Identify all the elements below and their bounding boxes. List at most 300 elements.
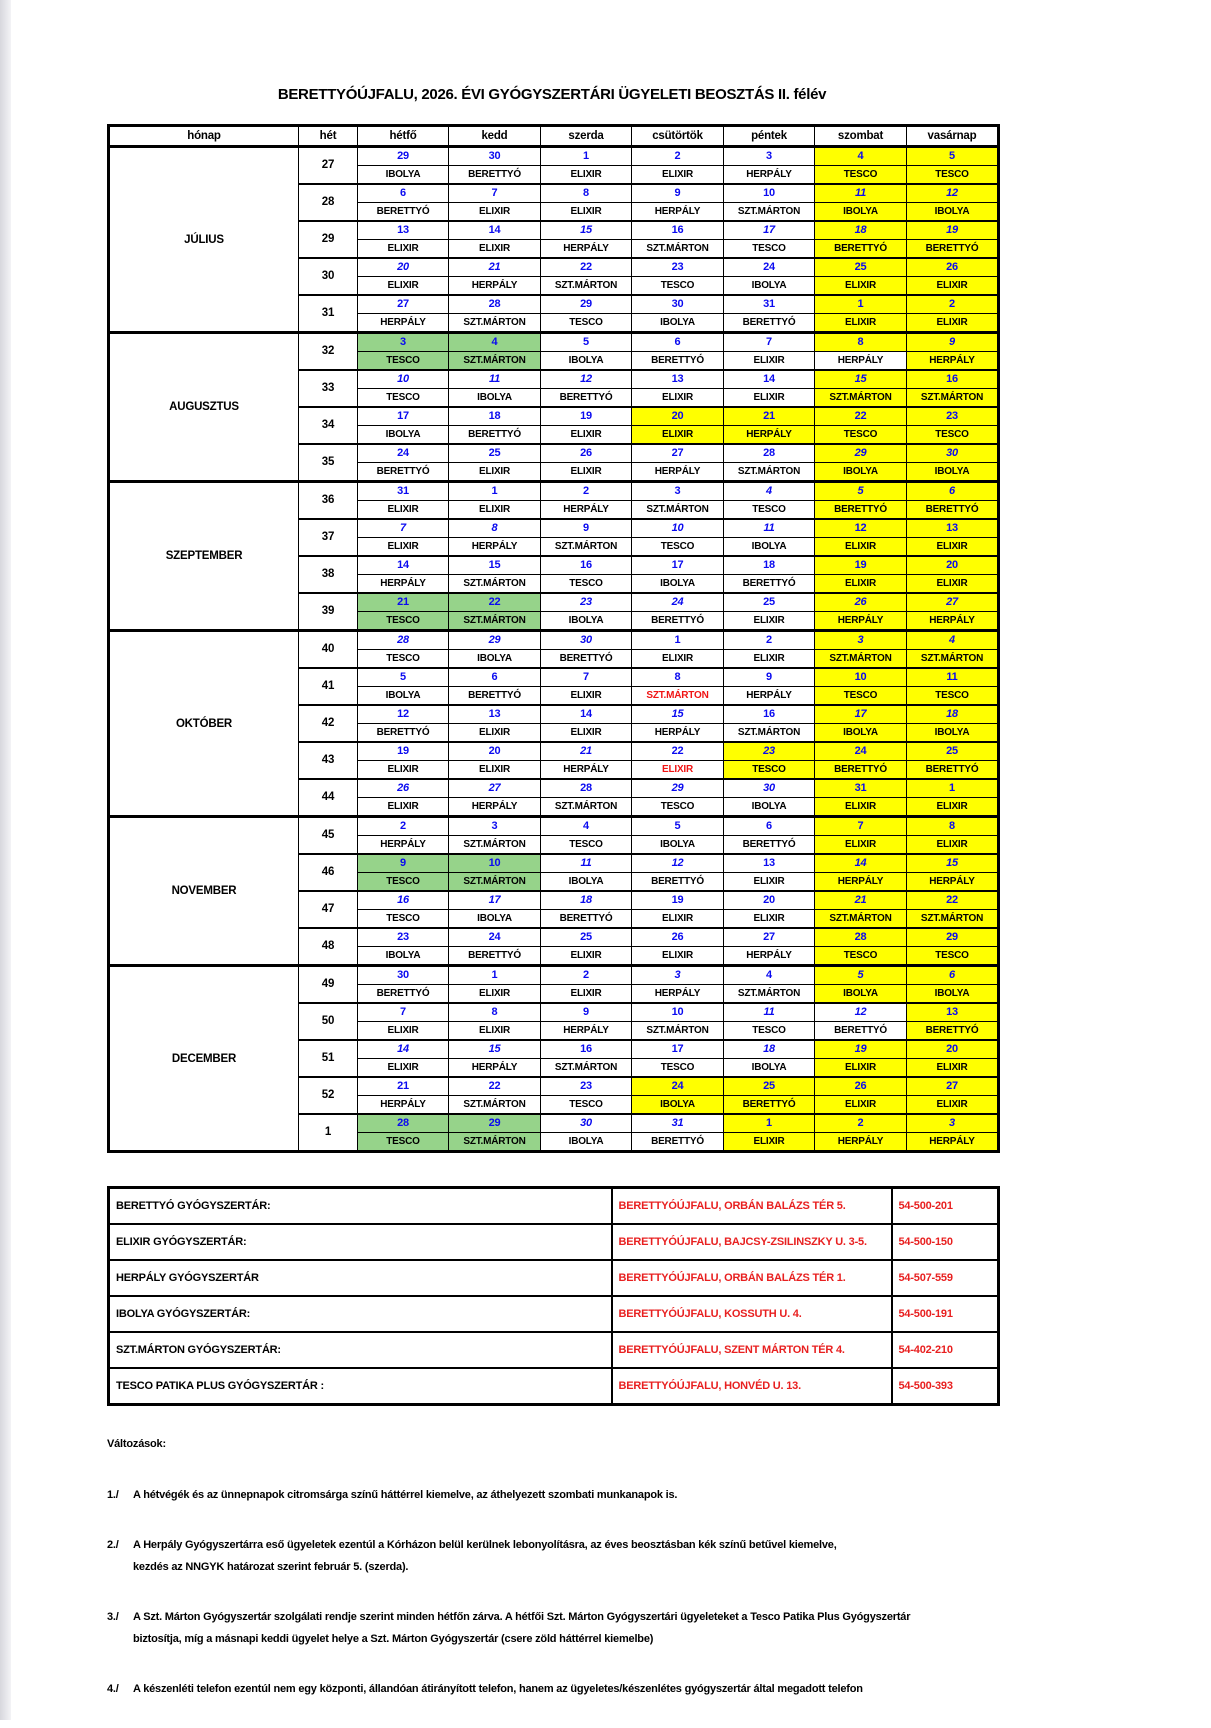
pharmacy-address-cell: BERETTYÓÚJFALU, SZENT MÁRTON TÉR 4. [612,1332,892,1368]
col-header-thursday: csütörtök [632,126,724,147]
pharmacy-cell: ELIXIR [358,798,449,817]
pharmacy-cell: HERPÁLY [541,761,632,780]
note-line: A hétvégék és az ünnepnapok citromsárga színű háttérrel kiemelve, az áthelyezett szombati munkanapok is. [133,1489,678,1501]
pharmacy-cell: SZT.MÁRTON [907,389,999,408]
date-cell: 21 [358,593,449,612]
date-cell: 3 [907,1114,999,1133]
pharmacy-cell: ELIXIR [541,426,632,445]
date-cell: 24 [815,742,907,761]
week-number-cell: 28 [299,184,358,221]
date-cell: 3 [632,482,724,501]
date-cell: 17 [632,1040,724,1059]
pharmacy-directory [107,1186,1000,1406]
date-cell: 13 [449,705,541,724]
date-cell: 28 [541,779,632,798]
pharmacy-name-cell: ELIXIR GYÓGYSZERTÁR: [109,1224,612,1260]
pharmacy-cell: ELIXIR [815,575,907,594]
pharmacy-cell: HERPÁLY [541,501,632,520]
month-cell-október: OKTÓBER [109,631,299,817]
date-cell: 10 [632,519,724,538]
pharmacy-cell: HERPÁLY [724,426,815,445]
pharmacy-cell: ELIXIR [449,724,541,743]
pharmacy-cell: SZT.MÁRTON [449,612,541,631]
date-cell: 15 [632,705,724,724]
date-cell: 28 [358,1114,449,1133]
pharmacy-cell: ELIXIR [358,1059,449,1078]
note-text [133,1678,1167,1700]
date-cell: 23 [632,258,724,277]
note-line: A Herpály Gyógyszertárra eső ügyeletek ezentúl a Kórházon belül kerülnek lebonyolításra, az éves beosztásban kék színű betűvel kiemelve, [133,1539,837,1551]
date-cell: 30 [724,779,815,798]
date-cell: 23 [907,407,999,426]
date-cell: 12 [815,519,907,538]
header-row [109,126,999,147]
pharmacy-cell: TESCO [815,166,907,185]
pharmacy-cell: ELIXIR [541,724,632,743]
pharmacy-cell: TESCO [358,873,449,892]
date-cell: 11 [724,519,815,538]
pharmacy-cell: IBOLYA [724,1059,815,1078]
date-cell: 13 [358,221,449,240]
date-cell: 28 [815,928,907,947]
pharmacy-phone-cell: 54-500-393 [892,1368,999,1405]
pharmacy-cell: IBOLYA [358,687,449,706]
pharmacy-cell: BERETTYÓ [541,389,632,408]
pharmacy-cell: BERETTYÓ [907,761,999,780]
date-cell: 18 [907,705,999,724]
date-cell: 31 [724,295,815,314]
note-text [133,1606,1167,1650]
pharmacy-cell: HERPÁLY [815,873,907,892]
date-cell: 19 [358,742,449,761]
pharmacy-cell: TESCO [815,687,907,706]
pharmacy-cell: HERPÁLY [358,575,449,594]
pharmacy-cell: ELIXIR [541,166,632,185]
pharmacy-cell: BERETTYÓ [632,352,724,371]
date-cell: 20 [724,891,815,910]
date-cell: 22 [907,891,999,910]
pharmacy-cell: TESCO [632,538,724,557]
date-cell: 18 [449,407,541,426]
date-cell: 24 [632,593,724,612]
note-item [107,1678,1167,1700]
pharmacy-cell: BERETTYÓ [724,575,815,594]
pharmacy-cell: TESCO [724,240,815,259]
date-cell: 2 [358,817,449,836]
week-number-cell: 35 [299,444,358,482]
pharmacy-cell: TESCO [358,1133,449,1152]
pharmacy-cell: ELIXIR [358,277,449,296]
pharmacy-name-cell: HERPÁLY GYÓGYSZERTÁR [109,1260,612,1296]
pharmacy-cell: BERETTYÓ [907,1022,999,1041]
week-number-cell: 33 [299,370,358,407]
date-cell: 21 [541,742,632,761]
pharmacy-cell: IBOLYA [358,426,449,445]
pharmacy-cell: IBOLYA [907,463,999,482]
date-cell: 19 [541,407,632,426]
week-number-cell: 29 [299,221,358,258]
date-cell: 15 [541,221,632,240]
pharmacy-cell: SZT.MÁRTON [449,314,541,333]
date-cell: 4 [815,147,907,166]
month-cell-július: JÚLIUS [109,147,299,333]
week-45-date-row [109,817,999,836]
pharmacy-cell: SZT.MÁRTON [724,724,815,743]
date-cell: 28 [358,631,449,650]
pharmacy-cell: TESCO [907,687,999,706]
date-cell: 10 [449,854,541,873]
note-line: A Szt. Márton Gyógyszertár szolgálati rendje szerint minden hétfőn zárva. A hétfői Szt. Márton Gyógyszertári ügyeleteket a Tesco Patika Plus Gyógyszertár [133,1611,911,1623]
week-number-cell: 30 [299,258,358,295]
pharmacy-cell: ELIXIR [815,538,907,557]
date-cell: 23 [358,928,449,947]
pharmacy-phone-cell: 54-507-559 [892,1260,999,1296]
week-number-cell: 37 [299,519,358,556]
date-cell: 7 [449,184,541,203]
date-cell: 11 [907,668,999,687]
date-cell: 6 [907,482,999,501]
date-cell: 23 [541,593,632,612]
pharmacy-address-cell: BERETTYÓÚJFALU, ORBÁN BALÁZS TÉR 5. [612,1188,892,1225]
note-line: biztosítja, míg a másnapi keddi ügyelet helye a Szt. Márton Gyógyszertár (csere zöld háttérrel kiemelbe) [133,1633,654,1645]
date-cell: 23 [724,742,815,761]
page-edge-shadow [0,0,11,1720]
pharmacy-cell: IBOLYA [632,1096,724,1115]
col-header-sunday: vasárnap [907,126,999,147]
date-cell: 5 [632,817,724,836]
pharmacy-cell: ELIXIR [541,687,632,706]
pharmacy-cell: IBOLYA [815,724,907,743]
date-cell: 29 [449,1114,541,1133]
pharmacy-cell: TESCO [632,277,724,296]
pharmacy-phone-cell: 54-402-210 [892,1332,999,1368]
pharmacy-row [109,1368,999,1405]
pharmacy-row [109,1296,999,1332]
pharmacy-row [109,1260,999,1296]
date-cell: 9 [541,1003,632,1022]
date-cell: 11 [815,184,907,203]
week-number-cell: 51 [299,1040,358,1077]
date-cell: 26 [815,1077,907,1096]
date-cell: 30 [358,966,449,985]
month-cell-augusztus: AUGUSZTUS [109,333,299,482]
date-cell: 15 [815,370,907,389]
week-number-cell: 1 [299,1114,358,1152]
date-cell: 4 [449,333,541,352]
date-cell: 20 [449,742,541,761]
date-cell: 21 [449,258,541,277]
date-cell: 2 [724,631,815,650]
pharmacy-cell: TESCO [632,798,724,817]
pharmacy-cell: TESCO [541,575,632,594]
pharmacy-cell: HERPÁLY [358,1096,449,1115]
pharmacy-row [109,1224,999,1260]
pharmacy-cell: ELIXIR [541,985,632,1004]
pharmacy-cell: ELIXIR [815,798,907,817]
pharmacy-cell: IBOLYA [907,724,999,743]
pharmacy-cell: SZT.MÁRTON [815,389,907,408]
date-cell: 1 [815,295,907,314]
date-cell: 14 [449,221,541,240]
pharmacy-cell: HERPÁLY [632,724,724,743]
date-cell: 25 [724,593,815,612]
date-cell: 11 [541,854,632,873]
date-cell: 26 [815,593,907,612]
pharmacy-cell: SZT.MÁRTON [815,910,907,929]
date-cell: 25 [541,928,632,947]
date-cell: 22 [449,1077,541,1096]
pharmacy-cell: BERETTYÓ [449,166,541,185]
pharmacy-cell: SZT.MÁRTON [632,501,724,520]
date-cell: 6 [907,966,999,985]
date-cell: 12 [358,705,449,724]
date-cell: 1 [632,631,724,650]
duty-schedule-table [107,124,1000,1153]
date-cell: 23 [541,1077,632,1096]
pharmacy-cell: HERPÁLY [815,352,907,371]
date-cell: 7 [815,817,907,836]
date-cell: 13 [907,1003,999,1022]
pharmacy-cell: ELIXIR [724,873,815,892]
date-cell: 13 [907,519,999,538]
date-cell: 27 [907,593,999,612]
pharmacy-cell: HERPÁLY [815,1133,907,1152]
date-cell: 4 [724,966,815,985]
date-cell: 29 [358,147,449,166]
date-cell: 6 [632,333,724,352]
pharmacy-cell: SZT.MÁRTON [449,873,541,892]
pharmacy-cell: HERPÁLY [724,687,815,706]
date-cell: 30 [907,444,999,463]
week-number-cell: 47 [299,891,358,928]
date-cell: 16 [724,705,815,724]
date-cell: 20 [907,556,999,575]
date-cell: 10 [358,370,449,389]
date-cell: 31 [358,482,449,501]
week-number-cell: 36 [299,482,358,520]
date-cell: 25 [907,742,999,761]
pharmacy-cell: HERPÁLY [358,836,449,855]
note-item [107,1484,1167,1506]
pharmacy-phone-cell: 54-500-191 [892,1296,999,1332]
date-cell: 5 [907,147,999,166]
date-cell: 16 [541,1040,632,1059]
date-cell: 5 [815,482,907,501]
date-cell: 22 [632,742,724,761]
date-cell: 12 [632,854,724,873]
date-cell: 3 [815,631,907,650]
date-cell: 17 [724,221,815,240]
month-cell-december: DECEMBER [109,966,299,1152]
date-cell: 24 [449,928,541,947]
pharmacy-row [109,1332,999,1368]
date-cell: 27 [907,1077,999,1096]
pharmacy-cell: SZT.MÁRTON [724,203,815,222]
pharmacy-cell: TESCO [358,650,449,669]
pharmacy-cell: SZT.MÁRTON [449,352,541,371]
pharmacy-cell: ELIXIR [449,1022,541,1041]
pharmacy-cell: BERETTYÓ [632,612,724,631]
pharmacy-cell: BERETTYÓ [907,501,999,520]
pharmacy-cell: BERETTYÓ [358,463,449,482]
date-cell: 20 [358,258,449,277]
pharmacy-cell: SZT.MÁRTON [632,1022,724,1041]
pharmacy-cell: IBOLYA [907,203,999,222]
pharmacy-cell: BERETTYÓ [907,240,999,259]
date-cell: 6 [358,184,449,203]
date-cell: 6 [449,668,541,687]
date-cell: 29 [632,779,724,798]
date-cell: 7 [541,668,632,687]
date-cell: 16 [907,370,999,389]
pharmacy-cell: IBOLYA [541,1133,632,1152]
pharmacy-directory-table [107,1186,1000,1406]
pharmacy-cell: ELIXIR [907,1096,999,1115]
week-number-cell: 38 [299,556,358,593]
pharmacy-cell: SZT.MÁRTON [449,575,541,594]
pharmacy-cell: TESCO [724,501,815,520]
date-cell: 24 [358,444,449,463]
col-header-wednesday: szerda [541,126,632,147]
pharmacy-cell: ELIXIR [358,240,449,259]
pharmacy-cell: IBOLYA [541,352,632,371]
pharmacy-cell: ELIXIR [632,761,724,780]
date-cell: 22 [541,258,632,277]
week-number-cell: 39 [299,593,358,631]
date-cell: 27 [358,295,449,314]
pharmacy-cell: ELIXIR [815,836,907,855]
pharmacy-cell: TESCO [907,947,999,966]
pharmacy-cell: HERPÁLY [358,314,449,333]
date-cell: 8 [907,817,999,836]
date-cell: 10 [724,184,815,203]
date-cell: 19 [907,221,999,240]
week-number-cell: 34 [299,407,358,444]
date-cell: 16 [358,891,449,910]
pharmacy-cell: ELIXIR [724,612,815,631]
date-cell: 31 [815,779,907,798]
date-cell: 30 [541,631,632,650]
pharmacy-name-cell: SZT.MÁRTON GYÓGYSZERTÁR: [109,1332,612,1368]
date-cell: 7 [358,519,449,538]
pharmacy-cell: HERPÁLY [541,1022,632,1041]
pharmacy-cell: SZT.MÁRTON [632,687,724,706]
pharmacy-cell: HERPÁLY [632,203,724,222]
week-32-date-row [109,333,999,352]
pharmacy-cell: TESCO [724,761,815,780]
pharmacy-cell: SZT.MÁRTON [815,650,907,669]
date-cell: 26 [907,258,999,277]
pharmacy-cell: TESCO [724,1022,815,1041]
date-cell: 8 [541,184,632,203]
pharmacy-cell: IBOLYA [815,203,907,222]
month-cell-november: NOVEMBER [109,817,299,966]
pharmacy-address-cell: BERETTYÓÚJFALU, ORBÁN BALÁZS TÉR 1. [612,1260,892,1296]
week-number-cell: 50 [299,1003,358,1040]
date-cell: 19 [815,556,907,575]
pharmacy-cell: BERETTYÓ [358,985,449,1004]
date-cell: 12 [907,184,999,203]
date-cell: 20 [632,407,724,426]
date-cell: 2 [815,1114,907,1133]
pharmacy-cell: ELIXIR [907,314,999,333]
date-cell: 3 [724,147,815,166]
pharmacy-cell: ELIXIR [907,1059,999,1078]
date-cell: 9 [632,184,724,203]
pharmacy-cell: TESCO [358,389,449,408]
pharmacy-cell: SZT.MÁRTON [541,1059,632,1078]
date-cell: 16 [632,221,724,240]
pharmacy-cell: ELIXIR [815,1059,907,1078]
pharmacy-cell: ELIXIR [449,463,541,482]
pharmacy-cell: IBOLYA [724,277,815,296]
pharmacy-cell: HERPÁLY [907,1133,999,1152]
pharmacy-cell: ELIXIR [449,985,541,1004]
col-header-monday: hétfő [358,126,449,147]
pharmacy-cell: BERETTYÓ [724,1096,815,1115]
date-cell: 2 [541,482,632,501]
date-cell: 1 [724,1114,815,1133]
date-cell: 17 [815,705,907,724]
pharmacy-cell: IBOLYA [632,836,724,855]
pharmacy-cell: BERETTYÓ [632,1133,724,1152]
pharmacy-cell: IBOLYA [632,314,724,333]
week-number-cell: 49 [299,966,358,1004]
pharmacy-cell: ELIXIR [449,761,541,780]
pharmacy-name-cell: BERETTYÓ GYÓGYSZERTÁR: [109,1188,612,1225]
pharmacy-cell: HERPÁLY [541,240,632,259]
pharmacy-cell: SZT.MÁRTON [724,463,815,482]
pharmacy-cell: SZT.MÁRTON [724,985,815,1004]
pharmacy-cell: ELIXIR [632,389,724,408]
date-cell: 4 [907,631,999,650]
date-cell: 30 [632,295,724,314]
pharmacy-cell: ELIXIR [724,1133,815,1152]
note-number: 2./ [107,1539,119,1551]
pharmacy-cell: TESCO [907,166,999,185]
pharmacy-cell: IBOLYA [449,389,541,408]
date-cell: 25 [815,258,907,277]
date-cell: 16 [541,556,632,575]
date-cell: 25 [724,1077,815,1096]
pharmacy-cell: SZT.MÁRTON [541,538,632,557]
pharmacy-cell: TESCO [815,426,907,445]
pharmacy-cell: IBOLYA [358,166,449,185]
week-number-cell: 42 [299,705,358,742]
date-cell: 17 [358,407,449,426]
date-cell: 5 [815,966,907,985]
pharmacy-cell: SZT.MÁRTON [541,277,632,296]
date-cell: 1 [541,147,632,166]
date-cell: 7 [724,333,815,352]
date-cell: 24 [724,258,815,277]
pharmacy-cell: ELIXIR [907,575,999,594]
date-cell: 20 [907,1040,999,1059]
pharmacy-cell: HERPÁLY [449,538,541,557]
date-cell: 30 [541,1114,632,1133]
note-number: 1./ [107,1489,119,1501]
pharmacy-cell: HERPÁLY [815,612,907,631]
col-header-friday: péntek [724,126,815,147]
week-number-cell: 41 [299,668,358,705]
pharmacy-address-cell: BERETTYÓÚJFALU, HONVÉD U. 13. [612,1368,892,1405]
date-cell: 8 [449,1003,541,1022]
pharmacy-cell: TESCO [358,612,449,631]
pharmacy-cell: TESCO [541,314,632,333]
pharmacy-cell: ELIXIR [632,166,724,185]
week-number-cell: 32 [299,333,358,371]
week-number-cell: 48 [299,928,358,966]
